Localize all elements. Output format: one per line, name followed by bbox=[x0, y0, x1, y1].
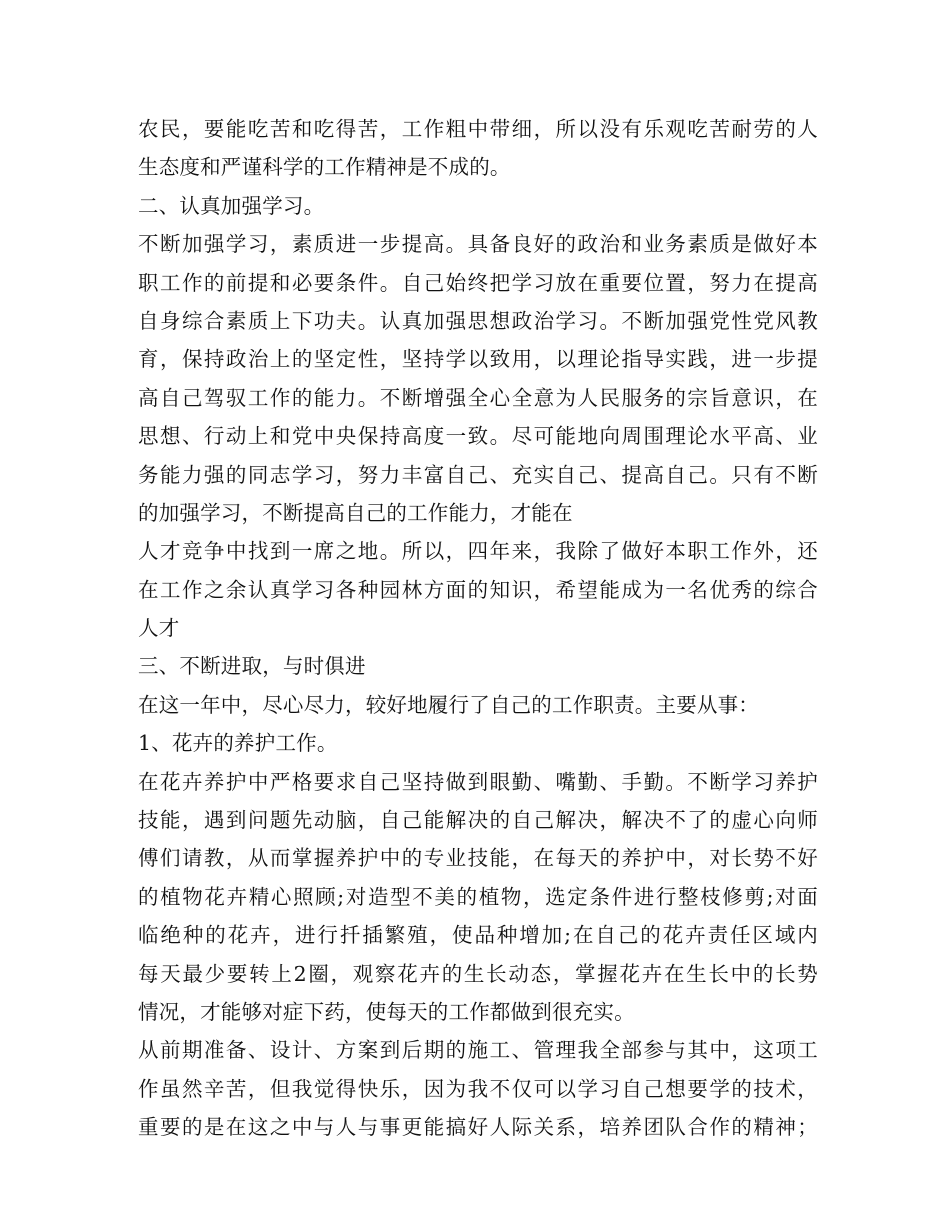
text-line: 临绝种的花卉，进行扦插繁殖，使品种增加;在自己的花卉责任区域内 bbox=[138, 923, 818, 948]
text-line: 高自己驾驭工作的能力。不断增强全心全意为人民服务的宗旨意识，在 bbox=[138, 385, 818, 410]
text-line: 在花卉养护中严格要求自己坚持做到眼勤、嘴勤、手勤。不断学习养护 bbox=[138, 769, 818, 794]
text-line: 职工作的前提和必要条件。自己始终把学习放在重要位置，努力在提高 bbox=[138, 270, 818, 295]
document-page bbox=[138, 110, 818, 1147]
text-line: 在工作之余认真学习各种园林方面的知识，希望能成为一名优秀的综合 bbox=[138, 577, 818, 602]
text-line: 务能力强的同志学习，努力丰富自己、充实自己、提高自己。只有不断 bbox=[138, 462, 818, 487]
text-line: 三、不断进取，与时俱进 bbox=[138, 654, 366, 679]
text-line: 思想、行动上和党中央保持高度一致。尽可能地向周围理论水平高、业 bbox=[138, 424, 818, 449]
text-line: 农民，要能吃苦和吃得苦，工作粗中带细，所以没有乐观吃苦耐劳的人 bbox=[138, 117, 818, 141]
text-line: 情况，才能够对症下药，使每天的工作都做到很充实。 bbox=[138, 999, 635, 1024]
text-line: 的植物花卉精心照顾;对造型不美的植物，选定条件进行整枝修剪;对面 bbox=[138, 884, 818, 909]
text-line: 二、认真加强学习。 bbox=[138, 193, 325, 218]
text-line: 重要的是在这之中与人与事更能搞好人际关系，培养团队合作的精神； bbox=[138, 1115, 818, 1140]
text-line: 技能，遇到问题先动脑，自己能解决的自己解决，解决不了的虚心向师 bbox=[138, 808, 818, 833]
text-line: 自身综合素质上下功夫。认真加强思想政治学习。不断加强党性党风教 bbox=[138, 308, 818, 333]
text-line: 的加强学习，不断提高自己的工作能力，才能在 bbox=[138, 500, 573, 525]
text-line: 从前期准备、设计、方案到后期的施工、管理我全部参与其中，这项工 bbox=[138, 1038, 818, 1063]
text-line: 1、花卉的养护工作。 bbox=[138, 731, 338, 756]
text-line: 在这一年中，尽心尽力，较好地履行了自己的工作职责。主要从事： bbox=[138, 692, 759, 717]
text-line: 人才 bbox=[138, 616, 180, 641]
text-line: 育，保持政治上的坚定性，坚持学以致用，以理论指导实践，进一步提 bbox=[138, 347, 818, 372]
text-line: 不断加强学习，素质进一步提高。具备良好的政治和业务素质是做好本 bbox=[138, 232, 818, 257]
text-line: 人才竞争中找到一席之地。所以，四年来，我除了做好本职工作外，还 bbox=[138, 539, 818, 564]
text-line: 生态度和严谨科学的工作精神是不成的。 bbox=[138, 155, 511, 180]
text-line: 每天最少要转上2圈，观察花卉的生长动态，掌握花卉在生长中的长势 bbox=[138, 961, 818, 986]
text-line: 作虽然辛苦，但我觉得快乐，因为我不仅可以学习自己想要学的技术， bbox=[138, 1076, 818, 1101]
text-line: 傅们请教，从而掌握养护中的专业技能，在每天的养护中，对长势不好 bbox=[138, 846, 818, 871]
